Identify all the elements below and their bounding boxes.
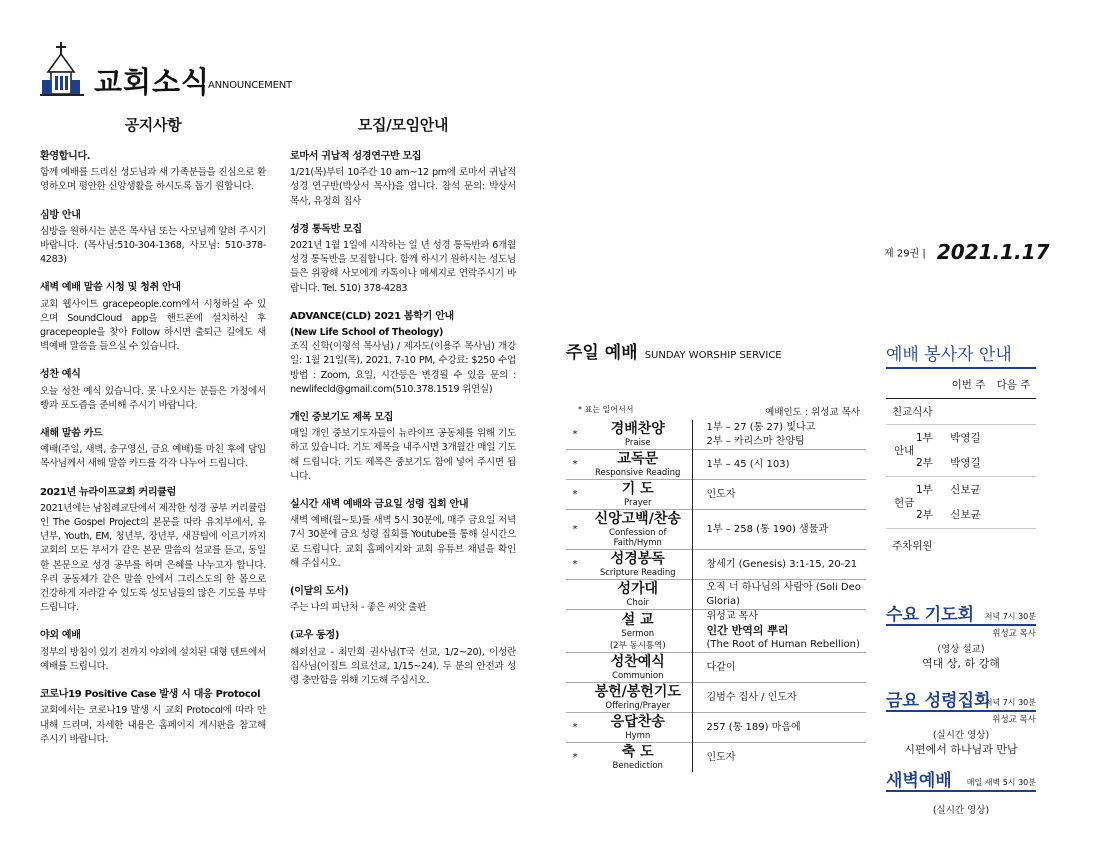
worship-content-line: (The Root of Human Rebellion) (706, 639, 860, 650)
standing-mark (566, 610, 584, 653)
worship-content-line: 인도자 (706, 751, 736, 763)
notice-body: 예배(주일, 새벽, 송구영신, 금요 예배)를 마친 후에 담임목사님께서 새해 말씀 카드를 각각 나누어 드립니다. (40, 444, 266, 470)
worship-item-content (692, 610, 866, 653)
worship-row (566, 420, 866, 450)
parking-row (886, 528, 1036, 562)
standing-mark: * (572, 429, 578, 440)
notice-item (40, 486, 266, 616)
worship-leader: 예배인도 : 위성교 목사 (765, 407, 860, 418)
recruit-item (290, 585, 516, 615)
dawn-service-note: (실시간 영상) (932, 805, 990, 816)
worship-content-line: 1부 – 27 (통 27) 빛나고 (706, 421, 816, 433)
worship-item-ko: 축 도 (621, 744, 654, 760)
notice-item (40, 150, 266, 195)
worship-item-name (584, 743, 692, 773)
worship-item-ko: 봉헌/봉헌기도 (594, 684, 681, 700)
worship-item-name (584, 683, 692, 713)
worship-row (566, 683, 866, 713)
worship-item-en: Sermon (621, 628, 655, 639)
recruit-title: 모집/모임안내 (357, 116, 449, 134)
worship-item-name (584, 653, 692, 683)
worship-item-name (584, 580, 692, 610)
recruit-body: 1/21(목)부터 10주간 10 am~12 pm에 로마서 귀납적 성경 연구반(박상서 목사)을 엽니다. 참석 문의: 박상서 목사, 유정희 집사 (290, 167, 516, 207)
notice-body: 오늘 성찬 예식 있습니다. 못 나오시는 분들은 가정에서 빵과 포도즙을 준비해 주시기 바랍니다. (40, 385, 266, 411)
offering-label: 헌금 (886, 476, 946, 528)
friday-prayer-note: (실시간 영상) (932, 730, 990, 741)
recruit-body: 매일 개인 중보기도자들이 뉴라이프 공동체를 위해 기도하고 있습니다. 기도 제목을 내주시면 3개월간 매일 기도해 드립니다. 기도 제목은 중보기도 함에 넣어 주시면 됩니다. (290, 428, 516, 482)
standing-mark (566, 653, 584, 683)
notice-title: 심방 안내 (40, 209, 81, 221)
worship-row (566, 510, 866, 550)
notice-title: 야외 예배 (40, 630, 81, 642)
notice-body: 심방을 원하시는 분은 목사님 또는 사모님께 알려 주시기 바랍니다. (목사님:510-304-1368, 사모님: 510-378-4283) (40, 225, 266, 266)
worship-content-line: 257 (통 189) 마음에 (706, 721, 801, 733)
standing-mark: * (572, 524, 578, 535)
worship-row (566, 653, 866, 683)
worship-item-content (692, 713, 866, 743)
servants-title: 예배 봉사자 안내 (886, 345, 1012, 365)
recruit-body: 주는 나의 피난처 - 좋은 씨앗 출판 (290, 602, 427, 614)
worship-title-ko: 주일 예배 (566, 343, 638, 363)
recruit-title: ADVANCE(CLD) 2021 봄학기 안내 (290, 310, 454, 322)
recruit-item (290, 150, 516, 209)
recruit-item (290, 310, 516, 397)
notice-title: 새벽 예배 말씀 시청 및 청취 안내 (40, 282, 181, 294)
standing-mark: * (572, 559, 578, 570)
worship-item-content (692, 450, 866, 480)
parking-label: 주차위원 (886, 528, 1036, 562)
worship-row (566, 450, 866, 480)
standing-mark: * (572, 459, 578, 470)
worship-content-line: 1부 – 45 (시 103) (706, 458, 790, 470)
notice-item (40, 427, 266, 472)
recruit-title: (이달의 도서) (290, 586, 349, 598)
worship-content-line: 인간 반역의 뿌리 (706, 624, 789, 637)
notice-body: 교회에서는 코로나19 발생 시 교회 Protocol에 따라 안내해 드리며, 자세한 내용은 홈페이지 게시판을 참고해 주시기 바랍니다. (40, 705, 266, 745)
dawn-service-title: 새벽예배 (886, 771, 952, 791)
worship-item-name (584, 450, 692, 480)
worship-row (566, 580, 866, 610)
usher-2-part: 2부 (916, 457, 933, 470)
standing-note: * 표는 일어서서 (578, 405, 634, 414)
worship-item-en: Choir (626, 598, 649, 608)
notice-item (40, 629, 266, 674)
servants-table (886, 372, 1036, 562)
notice-title: 새해 말씀 카드 (40, 428, 103, 440)
worship-item-ko: 경배찬양 (610, 421, 665, 437)
recruit-list (290, 150, 516, 688)
wednesday-prayer-title: 수요 기도회 (886, 605, 975, 625)
usher-row-1 (886, 424, 1036, 450)
church-icon (40, 42, 88, 98)
fellowship-label: 친교식사 (886, 398, 1036, 424)
worship-order-table (566, 420, 866, 772)
worship-item-ko: 성가대 (617, 581, 659, 597)
notices-title: 공지사항 (124, 116, 182, 134)
recruit-item (290, 498, 516, 571)
friday-prayer-title: 금요 성령집회 (886, 691, 991, 711)
notice-body: 교회 웹사이트 gracepeople.com에서 시청하실 수 있으며 SoundCloud app을 핸드폰에 설치하신 후 gracepeople을 찾아 Follow 하시면 출퇴근 길에도 새벽예배 말씀을 들으실 수 있습니다. (40, 298, 266, 353)
worship-item-content (692, 480, 866, 510)
standing-mark: * (572, 752, 578, 763)
worship-row (566, 713, 866, 743)
notice-item (40, 281, 266, 354)
recruit-title: 실시간 새벽 예배와 금요일 성령 집회 안내 (290, 499, 469, 511)
usher-2-name: 박영길 (950, 457, 981, 470)
next-week-label: 다음 주 (996, 379, 1031, 392)
worship-content-line: 다같이 (706, 661, 736, 673)
recruit-title: 성경 통독반 모집 (290, 223, 362, 235)
worship-item-en: Scripture Reading (599, 568, 676, 578)
issue-volume: 제 29권 | (884, 248, 926, 260)
notice-body: 정부의 방침이 있기 전까지 야외에 설치된 대형 텐트에서 예배를 드립니다. (40, 646, 266, 672)
notices-list (40, 150, 266, 747)
wednesday-prayer-topic: 역대 상, 하 강해 (922, 657, 1000, 670)
this-week-label: 이번 주 (951, 379, 986, 392)
notice-item (40, 209, 266, 268)
worship-item-name (584, 550, 692, 580)
worship-row (566, 480, 866, 510)
worship-item-en: Praise (624, 438, 651, 448)
recruit-body: 조직 신학(이형석 목사님) / 제자도(이용주 목사님) 개강일: 1월 21일(목), 2021, 7-10 PM, 수강료: $250 수업 방법 : Zoom, 요일, 시간등은 변경될 수 있음 문의 : newlifecld@gmail.com(510.378.1519 위연실) (290, 341, 516, 395)
worship-item-ko: 교독문 (617, 451, 659, 467)
worship-item-ko: 응답찬송 (610, 714, 665, 730)
recruit-item (290, 629, 516, 688)
worship-item-content (692, 550, 866, 580)
offering-1-part: 1부 (916, 483, 933, 496)
wednesday-prayer-time: 저녁 7시 30분 (984, 612, 1036, 621)
worship-item-en: Offering/Prayer (605, 701, 671, 711)
offering-1-name: 신보균 (950, 483, 981, 496)
worship-content-line: 인도자 (706, 488, 736, 500)
usher-label: 안내 (886, 424, 946, 476)
worship-title (566, 338, 782, 363)
worship-item-name (584, 420, 692, 450)
worship-content-line: 오직 너 하나님의 사람아 (Soli Deo Gloria) (706, 581, 861, 607)
worship-item-name (584, 713, 692, 743)
standing-mark (566, 683, 584, 713)
worship-item-ko: 성찬예식 (610, 654, 665, 670)
worship-item-en: Responsive Reading (595, 468, 681, 478)
worship-content-line: 김범수 집사 / 인도자 (706, 691, 797, 703)
worship-row (566, 743, 866, 773)
wednesday-prayer-leader: 위성교 목사 (992, 629, 1036, 639)
fellowship-row (886, 398, 1036, 424)
notices-column (40, 114, 266, 761)
recruit-title: 개인 중보기도 제목 모집 (290, 412, 394, 424)
usher-1-name: 박영길 (950, 431, 981, 444)
page-title: 교회소식 (94, 65, 211, 99)
worship-item-en: Hymn (625, 731, 651, 741)
offering-2-part: 2부 (916, 509, 933, 522)
worship-item-ko: 성경봉독 (610, 551, 665, 567)
worship-item-content (692, 420, 866, 450)
offering-row-1 (886, 476, 1036, 502)
friday-prayer-leader: 위성교 목사 (992, 715, 1036, 725)
usher-1-part: 1부 (916, 431, 933, 444)
worship-item-content (692, 653, 866, 683)
dawn-service (886, 766, 1036, 817)
recruit-item (290, 223, 516, 296)
worship-title-en: SUNDAY WORSHIP SERVICE (644, 350, 782, 361)
notice-title: 성찬 예식 (40, 369, 81, 381)
worship-item-ko: 신앙고백/찬송 (594, 511, 681, 527)
recruit-title: 로마서 귀납적 성경연구반 모집 (290, 151, 422, 162)
recruit-body: 새벽 예배(월~토)를 새벽 5시 30분에, 매주 금요일 저녁 7시 30분에 금요 성령 집회를 Youtube를 통해 실시간으로 드립니다. 교회 홈페이지와 교회 유튜브 채널을 확인해 주십시오. (290, 515, 516, 569)
servants-header-row (886, 372, 1036, 398)
recruit-column (290, 114, 516, 702)
worship-item-ko: 기 도 (621, 481, 654, 497)
worship-item-name (584, 610, 692, 653)
friday-prayer-topic: 시편에서 하나님과 만남 (904, 743, 1018, 756)
recruit-title: (교우 동정) (290, 630, 340, 642)
worship-item-en: Communion (612, 671, 664, 681)
worship-item-ko: 설 교 (621, 611, 654, 628)
issue-date: 2021.1.17 (936, 240, 1050, 264)
worship-content-line: 1부 – 258 (통 190) 샘물과 (706, 523, 829, 535)
recruit-body: 해외선교 - 최민희 권사님(T국 선교, 1/2~20), 이성란 집사님(이집트 의료선교, 1/15~24). 두 분의 안전과 성령 충만함을 위해 기도해 주십시오. (290, 646, 516, 687)
notice-body: 2021년에는 남침례교단에서 제작한 성경 공부 커리큘럼인 The Gospel Project의 본문을 따라 유치부에서, 유년부, Youth, EM, 청년부, 장년부, 새끔팀에 이르기까지 교회의 모든 부서가 같은 본문 말씀의 설교를 듣고, 동일한 본문으로 성경 공부를 하며 은혜를 나누고자 합니다. 우리 공동체가 같은 말씀 안에서 그리스도의 한 몸으로 건강하게 자라갈 수 있도록 성도님들의 많은 기도를 부탁드립니다. (40, 502, 266, 614)
notice-title: 2021년 뉴라이프교회 커리큘럼 (40, 486, 176, 498)
worship-item-content (692, 510, 866, 550)
worship-content-line: 위성교 목사 (706, 611, 758, 622)
standing-mark: * (572, 722, 578, 733)
recruit-subtitle: (New Life School of Theology) (290, 327, 444, 339)
standing-mark: * (572, 489, 578, 500)
wednesday-prayer-note: (영상 설교) (937, 644, 985, 655)
worship-item-en: Prayer (624, 498, 652, 508)
worship-item-name (584, 510, 692, 550)
worship-content-line: 창세기 (Genesis) 3:1-15, 20-21 (706, 558, 858, 570)
worship-item-content (692, 683, 866, 713)
notice-body: 함께 예배를 드리신 성도님과 새 가족분들을 진심으로 환영하오며 평안한 신앙생활을 하시도록 돕기 원합니다. (40, 167, 266, 193)
friday-prayer-time: 저녁 7시 30분 (984, 698, 1036, 707)
recruit-body: 2021년 1월 1일에 시작하는 일 년 성경 통독반과 6개월 성경 통독반을 모집합니다. 함께 하시기 원하시는 성도님들은 위광해 사모에게 카톡이나 메세지로 연락주시기 바랍니다. Tel. 510) 378-4283 (290, 240, 516, 294)
worship-item-en: Confession of Faith/Hymn (609, 528, 667, 548)
recruit-item (290, 411, 516, 484)
wednesday-prayer (886, 600, 1036, 671)
worship-row (566, 610, 866, 653)
notice-item (40, 688, 266, 747)
worship-item-en: Benediction (612, 761, 663, 771)
worship-item-extra: (2부 동시통역) (609, 640, 666, 651)
worship-content-line: 2부 – 카리스마 찬양팀 (706, 435, 805, 447)
worship-item-content (692, 743, 866, 773)
friday-prayer (886, 686, 1036, 757)
standing-mark (566, 580, 584, 610)
issue-info (884, 240, 1049, 264)
worship-item-content (692, 580, 866, 610)
notice-item (40, 368, 266, 413)
notice-title: 환영합니다. (40, 151, 91, 162)
offering-2-name: 신보균 (950, 509, 981, 522)
worship-item-name (584, 480, 692, 510)
page-subtitle: ANNOUNCEMENT (208, 80, 292, 91)
servants-rule (886, 367, 1036, 369)
dawn-service-time: 매일 새벽 5시 30분 (966, 778, 1036, 787)
notice-title: 코로나19 Positive Case 발생 시 대응 Protocol (40, 689, 261, 701)
worship-row (566, 550, 866, 580)
worship-header (578, 404, 860, 418)
